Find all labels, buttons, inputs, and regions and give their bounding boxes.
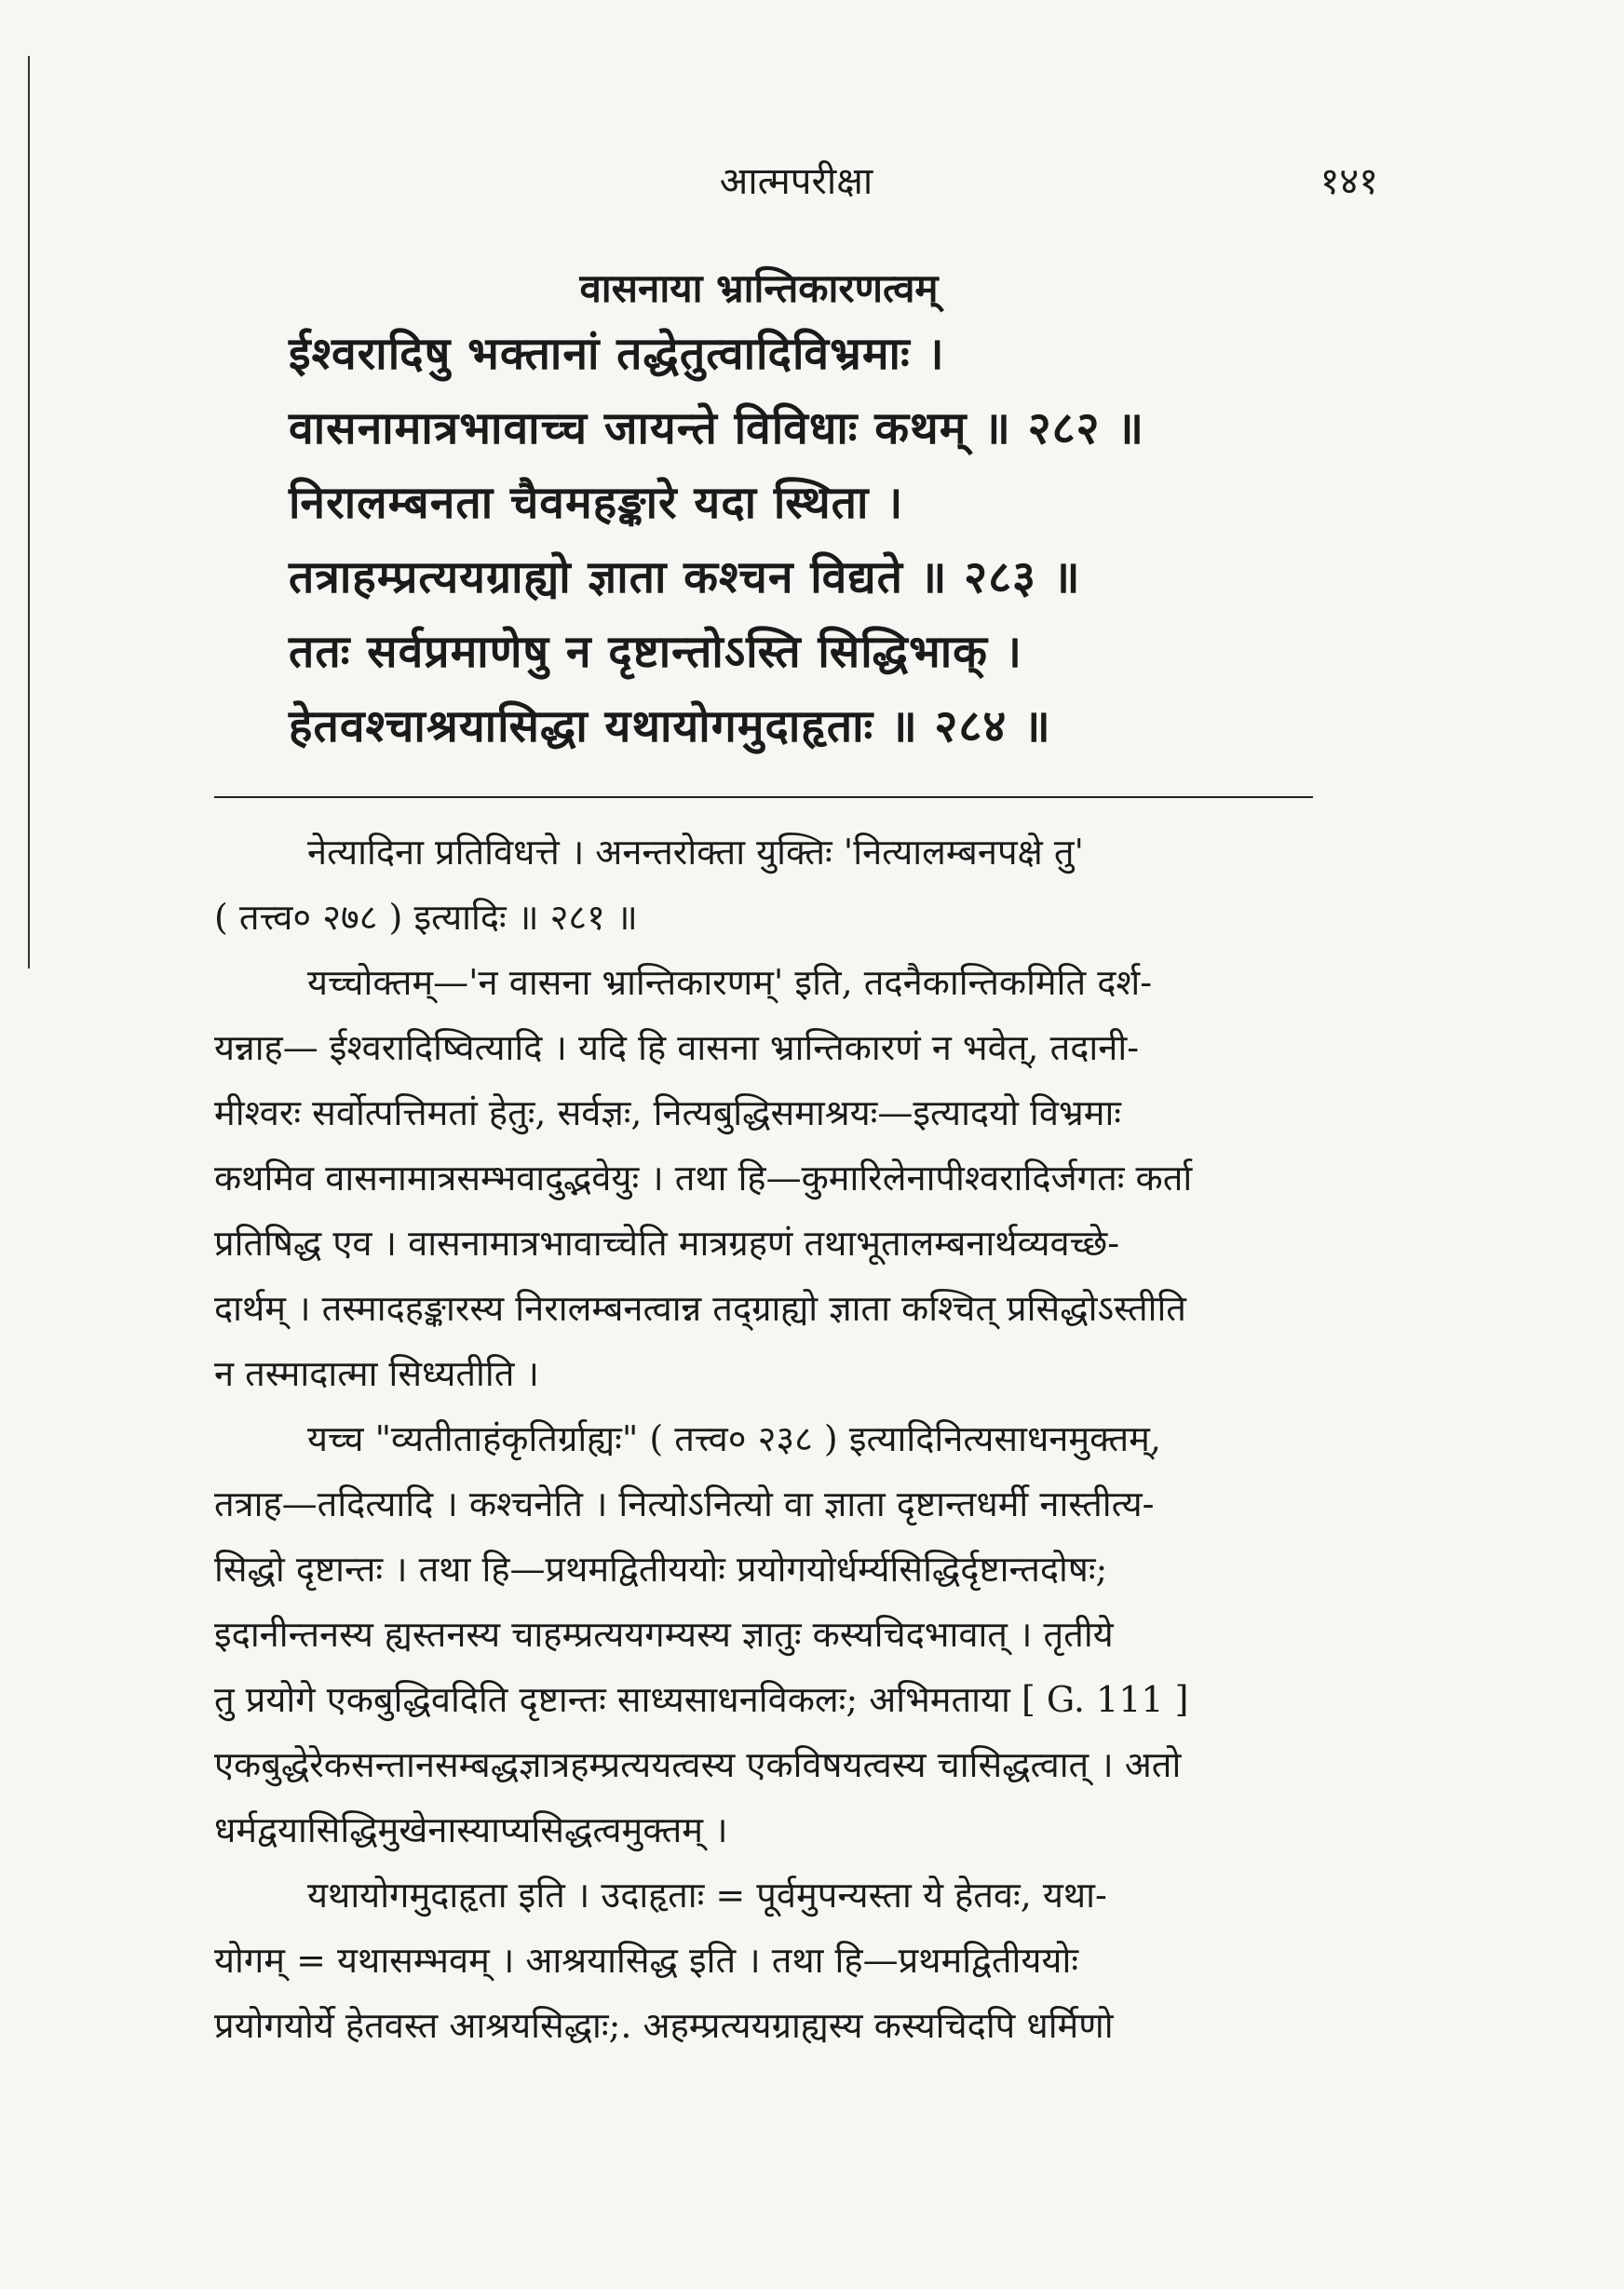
- commentary-line: प्रतिषिद्ध एव । वासनामात्रभावाच्चेति मात्रग्रहणं तथाभूतालम्बनार्थव्यवच्छे-: [214, 1223, 1120, 1264]
- commentary-line: यथायोगमुदाहृता इति । उदाहृताः = पूर्वमुपन्यस्ता ये हेतवः, यथा-: [307, 1875, 1107, 1916]
- verse-line: ततः सर्वप्रमाणेषु न दृष्टान्तोऽस्ति सिद्धिभाक् ।: [289, 626, 1022, 678]
- verse-line: हेतवश्चाश्रयासिद्धा यथायोगमुदाहृताः ॥ २८४ ॥: [289, 700, 1051, 752]
- page-header: [214, 154, 1378, 210]
- commentary-block: [214, 819, 1378, 2058]
- commentary-line: नेत्यादिना प्रतिविधत्ते । अनन्तरोक्ता युक्तिः 'नित्यालम्बनपक्षे तु': [307, 832, 1084, 873]
- commentary-line: एकबुद्धेरेकसन्तानसम्बद्धज्ञात्रहम्प्रत्ययत्वस्य एकविषयत्वस्य चासिद्धत्वात् । अतो: [214, 1744, 1182, 1785]
- commentary-line: दार्थम् । तस्मादहङ्कारस्य निरालम्बनत्वान्न तद्ग्राह्यो ज्ञाता कश्चित् प्रसिद्धोऽस्तीति: [214, 1288, 1186, 1329]
- commentary-line: तु प्रयोगे एकबुद्धिवदिति दृष्टान्तः साध्यसाधनविकलः; अभिमताया [ G. 111 ]: [214, 1679, 1189, 1720]
- commentary-line: यन्नाह— ईश्वरादिष्वित्यादि । यदि हि वासना भ्रान्तिकारणं न भवेत्, तदानी-: [214, 1027, 1140, 1068]
- verse-line: ईश्वरादिषु भक्तानां तद्धेतुत्वादिविभ्रमाः ।: [289, 328, 945, 380]
- commentary-line: धर्मद्वयासिद्धिमुखेनास्याप्यसिद्धत्वमुक्तम् ।: [214, 1809, 728, 1850]
- page-number: १४१: [1320, 160, 1378, 203]
- commentary-line: प्रयोगयोर्ये हेतवस्त आश्रयसिद्धाः;. अहम्प्रत्ययग्राह्यस्य कस्यचिदपि धर्मिणो: [214, 2005, 1114, 2046]
- verse-line: वासनामात्रभावाच्च जायन्ते विविधाः कथम् ॥ २८२ ॥: [289, 402, 1144, 454]
- commentary-line: योगम् = यथासम्भवम् । आश्रयासिद्ध इति । तथा हि—प्रथमद्वितीययोः: [214, 1940, 1078, 1981]
- verse-line: निरालम्बनता चैवमहङ्कारे यदा स्थिता ।: [289, 477, 904, 529]
- commentary-line: कथमिव वासनामात्रसम्भवादुद्भवेयुः । तथा हि—कुमारिलेनापीश्वरादिर्जगतः कर्ता: [214, 1158, 1193, 1199]
- margin-line: [28, 56, 30, 968]
- commentary-line: न तस्मादात्मा सिध्यतीति ।: [214, 1353, 539, 1394]
- commentary-line: यच्चोक्तम्—'न वासना भ्रान्तिकारणम्' इति, तदनैकान्तिकमिति दर्श-: [307, 962, 1153, 1003]
- verse-line: तत्राहम्प्रत्ययग्राह्यो ज्ञाता कश्चन विद्यते ॥ २८३ ॥: [289, 551, 1081, 603]
- verse-block: [289, 261, 1304, 764]
- separator-rule: [214, 796, 1313, 798]
- commentary-line: सिद्धो दृष्टान्तः । तथा हि—प्रथमद्वितीययोः प्रयोगयोर्धर्म्यसिद्धिर्दृष्टान्तदोषः;: [214, 1549, 1108, 1590]
- commentary-line: तत्राह—तदित्यादि । कश्चनेति । नित्योऽनित्यो वा ज्ञाता दृष्टान्तधर्मी नास्तीत्य-: [214, 1483, 1155, 1524]
- commentary-line: ( तत्त्व० २७८ ) इत्यादिः ॥ २८१ ॥: [214, 897, 638, 938]
- commentary-line: इदानीन्तनस्य ह्यस्तनस्य चाहम्प्रत्ययगम्यस्य ज्ञातुः कस्यचिदभावात् । तृतीये: [214, 1614, 1114, 1655]
- verse-heading: वासनाया भ्रान्तिकारणत्वम्: [579, 265, 939, 311]
- running-title: आत्मपरीक्षा: [719, 160, 873, 203]
- commentary-line: यच्च "व्यतीताहंकृतिर्ग्राह्यः" ( तत्त्व० २३८ ) इत्यादिनित्यसाधनमुक्तम्,: [307, 1418, 1161, 1459]
- commentary-line: मीश्वरः सर्वोत्पत्तिमतां हेतुः, सर्वज्ञः, नित्यबुद्धिसमाश्रयः—इत्यादयो विभ्रमाः: [214, 1092, 1121, 1133]
